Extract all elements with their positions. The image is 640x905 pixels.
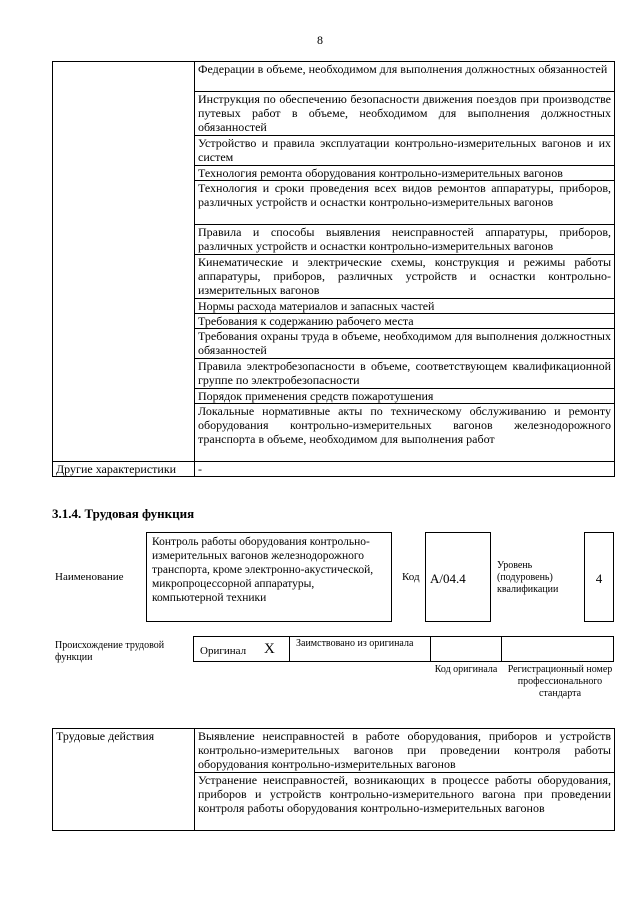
level-value-box: 4: [584, 532, 614, 622]
name-label: Наименование: [55, 571, 124, 583]
knowledge-row: Порядок применения средств пожаротушения: [195, 389, 615, 404]
actions-table: [52, 728, 615, 831]
knowledge-row: Нормы расхода материалов и запасных частей: [195, 299, 615, 314]
knowledge-row: Локальные нормативные акты по техническому обслуживанию и ремонту оборудования контрольно-измерительных вагонов железнодорожного транспорта в объеме, необходимом для выполнения работ: [195, 404, 615, 462]
knowledge-row: Федерации в объеме, необходимом для выполнения должностных обязанностей: [195, 62, 615, 92]
origin-label: Происхождение трудовой функции: [55, 640, 165, 663]
code-value-box: А/04.4: [425, 532, 491, 622]
original-label: Оригинал: [200, 645, 247, 657]
knowledge-label-cell: [53, 62, 195, 462]
knowledge-row: Требования к содержанию рабочего места: [195, 314, 615, 329]
code-label: Код: [402, 571, 420, 583]
other-characteristics-value: -: [195, 462, 615, 477]
knowledge-row: Правила и способы выявления неисправностей аппаратуры, приборов, различных устройств и оснастки контрольно-измерительных вагонов: [195, 225, 615, 255]
actions-row: Выявление неисправностей в работе оборудования, приборов и устройств контрольно-измерительных вагонов при проведении контроля работы оборудования контрольно-измерительных вагонов: [195, 729, 615, 773]
knowledge-row: Требования охраны труда в объеме, необходимом для выполнения должностных обязанностей: [195, 329, 615, 359]
original-box: [193, 636, 290, 662]
borrowed-label: Заимствовано из оригинала: [296, 638, 414, 649]
other-characteristics-label: Другие характеристики: [53, 462, 195, 477]
origin-code-label: Код оригинала: [434, 664, 498, 675]
origin-code-box: [430, 636, 502, 662]
borrowed-box: [289, 636, 431, 662]
function-heading: 3.1.4. Трудовая функция: [52, 506, 195, 521]
knowledge-row: Инструкция по обеспечению безопасности движения поездов при производстве путевых работ в объеме, необходимом для выполнения должностных обязанностей: [195, 92, 615, 136]
knowledge-row: Кинематические и электрические схемы, конструкция и режимы работы аппаратуры, приборов, различных устройств и оснастки контрольно-измерительных вагонов: [195, 255, 615, 299]
original-mark: X: [264, 641, 275, 657]
reg-number-box: [501, 636, 614, 662]
knowledge-row: Устройство и правила эксплуатации контрольно-измерительных вагонов и их систем: [195, 136, 615, 166]
knowledge-row: Технология и сроки проведения всех видов ремонтов аппаратуры, приборов, различных устройств и оснастки контрольно-измерительных вагонов: [195, 181, 615, 225]
function-name-box: Контроль работы оборудования контрольно-измерительных вагонов железнодорожного транспорта, кроме электронно-акустической, микропроцессорной аппаратуры, компьютерной техники: [146, 532, 392, 622]
reg-number-label: Регистрационный номер профессионального стандарта: [507, 664, 613, 699]
knowledge-table: [52, 61, 615, 477]
page-number: 8: [317, 33, 323, 47]
actions-row: Устранение неисправностей, возникающих в процессе работы оборудования, приборов и устройств контрольно-измерительного вагона при проведении контроля работы оборудования контрольно-измерительных вагонов: [195, 773, 615, 831]
actions-label: Трудовые действия: [53, 729, 195, 831]
knowledge-row: Технология ремонта оборудования контрольно-измерительных вагонов: [195, 166, 615, 181]
knowledge-row: Правила электробезопасности в объеме, соответствующем квалификационной группе по электробезопасности: [195, 359, 615, 389]
level-label: Уровень (подуровень) квалификации: [497, 560, 559, 595]
